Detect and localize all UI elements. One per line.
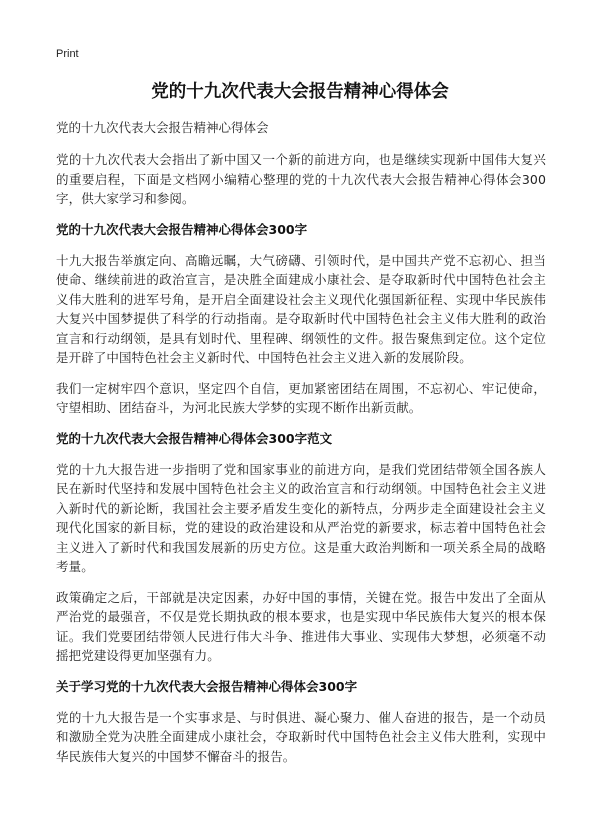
article-body [56,118,546,777]
section-paragraph: 党的十九大报告进一步指明了党和国家事业的前进方向，是我们党团结带领全国各族人民在新时代坚持和发展中国特色社会主义的政治宣言和行动纲领。中国特色社会主义进入新时代的新论断，我国社会主要矛盾发生变化的新特点，分两步走全面建设社会主义现代化国家的新目标，党的建设的政治建设和从严治党的新要求，标志着中国特色社会主义进入了新时代和我国发展新的历史方位。这是重大政治判断和一项关系全局的战略考量。 [56,461,546,574]
article-subtitle: 党的十九次代表大会报告精神心得体会 [56,120,269,135]
section-heading: 关于学习党的十九次代表大会报告精神心得体会300字 [56,678,358,694]
intro-paragraph: 党的十九次代表大会指出了新中国又一个新的前进方向，也是继续实现新中国伟大复兴的重要启程，下面是文档网小编精心整理的党的十九次代表大会报告精神心得体会300字，供大家学习和参阅。 [56,152,546,206]
section-heading: 党的十九次代表大会报告精神心得体会300字 [56,221,308,237]
print-link[interactable]: Print [56,48,79,60]
page-title: 党的十九次代表大会报告精神心得体会 [151,82,449,102]
section-paragraph: 党的十九大报告是一个实事求是、与时俱进、凝心聚力、催人奋进的报告，是一个动员和激励全党为决胜全面建成小康社会，夺取新时代中国特色社会主义伟大胜利，实现中华民族伟大复兴的中国梦不懈奋斗的报告。 [56,709,546,764]
section-paragraph: 十九大报告举旗定向、高瞻远瞩，大气磅礴、引领时代，是中国共产党不忘初心、担当使命、继续前进的政治宣言，是决胜全面建成小康社会、是夺取新时代中国特色社会主义伟大胜利的进军号角，是开启全面建设社会主义现代化强国新征程、实现中华民族伟大复兴中国梦提供了科学的行动指南。是夺取新时代中国特色社会主义伟大胜利的政治宣言和行动纲领，是具有划时代、里程碑、纲领性的文件。报告聚焦到定位。这个定位是开辟了中国特色社会主义新时代、中国特色社会主义进入新的发展阶段。 [56,252,546,365]
section-heading: 党的十九次代表大会报告精神心得体会300字范文 [56,430,333,446]
section-paragraph: 政策确定之后，干部就是决定因素，办好中国的事情，关键在党。报告中发出了全面从严治党的最强音，不仅是党长期执政的根本要求，也是实现中华民族伟大复兴的根本保证。我们党要团结带领人民进行伟大斗争、推进伟大事业、实现伟大梦想，必须毫不动摇把党建设得更加坚强有力。 [56,589,546,663]
section-paragraph: 我们一定树牢四个意识，坚定四个自信，更加紧密团结在周围，不忘初心、牢记使命，守望相助、团结奋斗，为河北民族大学梦的实现不断作出新贡献。 [56,380,546,415]
